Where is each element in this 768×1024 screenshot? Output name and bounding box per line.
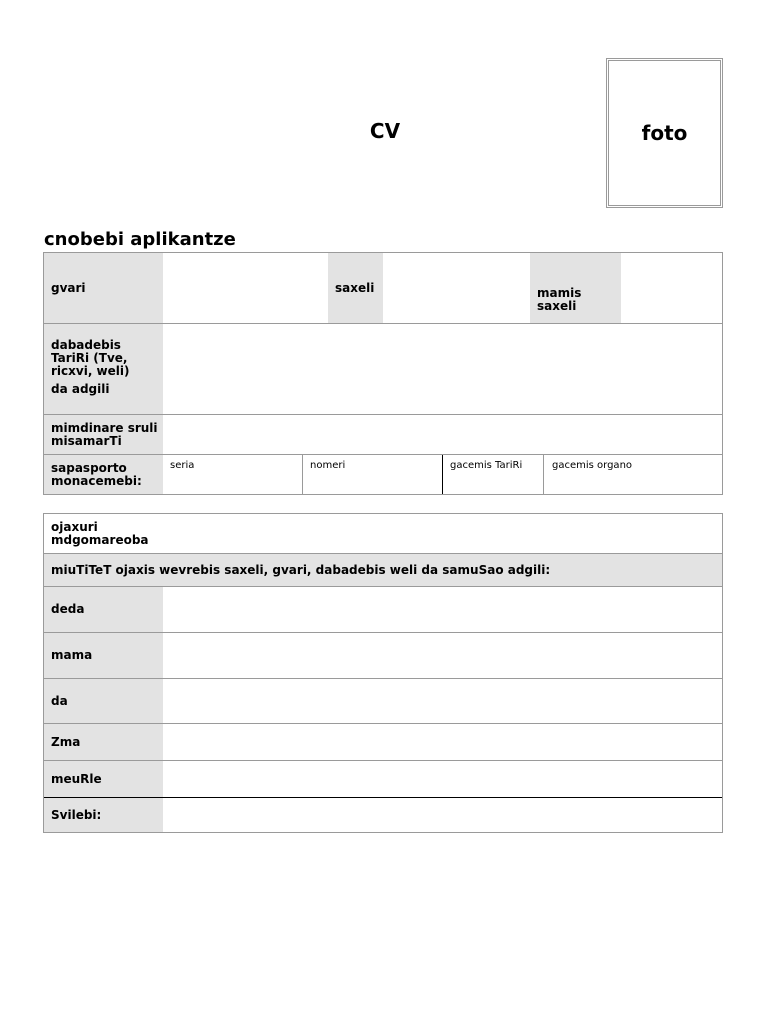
family-row-field[interactable] (163, 724, 722, 760)
passport-number-label: nomeri (310, 460, 346, 471)
passport-issue-date-label: gacemis TariRi (450, 460, 523, 471)
marital-status-label: ojaxuri mdgomareoba (51, 519, 149, 547)
address-field[interactable] (163, 415, 722, 454)
father-name-field[interactable] (621, 253, 722, 323)
birth-date-label: dabadebis TariRi (Tve, ricxvi, weli) (51, 338, 130, 378)
family-row-label: da (44, 679, 163, 723)
page-title: CV (369, 119, 401, 143)
surname-label: gvari (44, 253, 163, 323)
family-row-label: Svilebi: (44, 798, 163, 832)
passport-series-label: seria (170, 460, 195, 471)
passport-number-field[interactable] (302, 455, 442, 494)
father-name-label: mamis saxeli (530, 253, 621, 323)
passport-series-field[interactable] (163, 455, 302, 494)
name-field[interactable] (383, 253, 530, 323)
passport-issue-date-field[interactable] (442, 455, 543, 494)
surname-field[interactable] (163, 253, 328, 323)
photo-placeholder (606, 58, 723, 208)
birth-date-place-label (44, 324, 163, 415)
photo-label: foto (641, 121, 688, 145)
family-row-label: meuRle (44, 761, 163, 797)
family-row-label: Zma (44, 724, 163, 760)
family-row-label: deda (44, 587, 163, 632)
passport-issuer-label: gacemis organo (552, 460, 633, 471)
section-title-applicant: cnobebi aplikantze (44, 229, 236, 250)
address-label: mimdinare sruli misamarTi (44, 415, 163, 454)
family-row-field[interactable] (163, 679, 722, 723)
family-members-header: miuTiTeT ojaxis wevrebis saxeli, gvari, dabadebis weli da samuSao adgili: (44, 554, 722, 587)
passport-label: sapasporto monacemebi: (44, 455, 163, 494)
family-row-field[interactable] (163, 798, 722, 832)
family-table (43, 513, 723, 833)
family-row-field[interactable] (163, 761, 722, 797)
passport-issuer-field[interactable] (543, 455, 722, 494)
family-row-field[interactable] (163, 633, 722, 678)
marital-status-field[interactable] (163, 514, 722, 553)
applicant-table (43, 252, 723, 495)
birth-date-place-field[interactable] (163, 324, 722, 415)
family-row-field[interactable] (163, 587, 722, 632)
name-label: saxeli (328, 253, 383, 323)
family-row-label: mama (44, 633, 163, 678)
birth-place-label: da adgili (51, 382, 110, 396)
